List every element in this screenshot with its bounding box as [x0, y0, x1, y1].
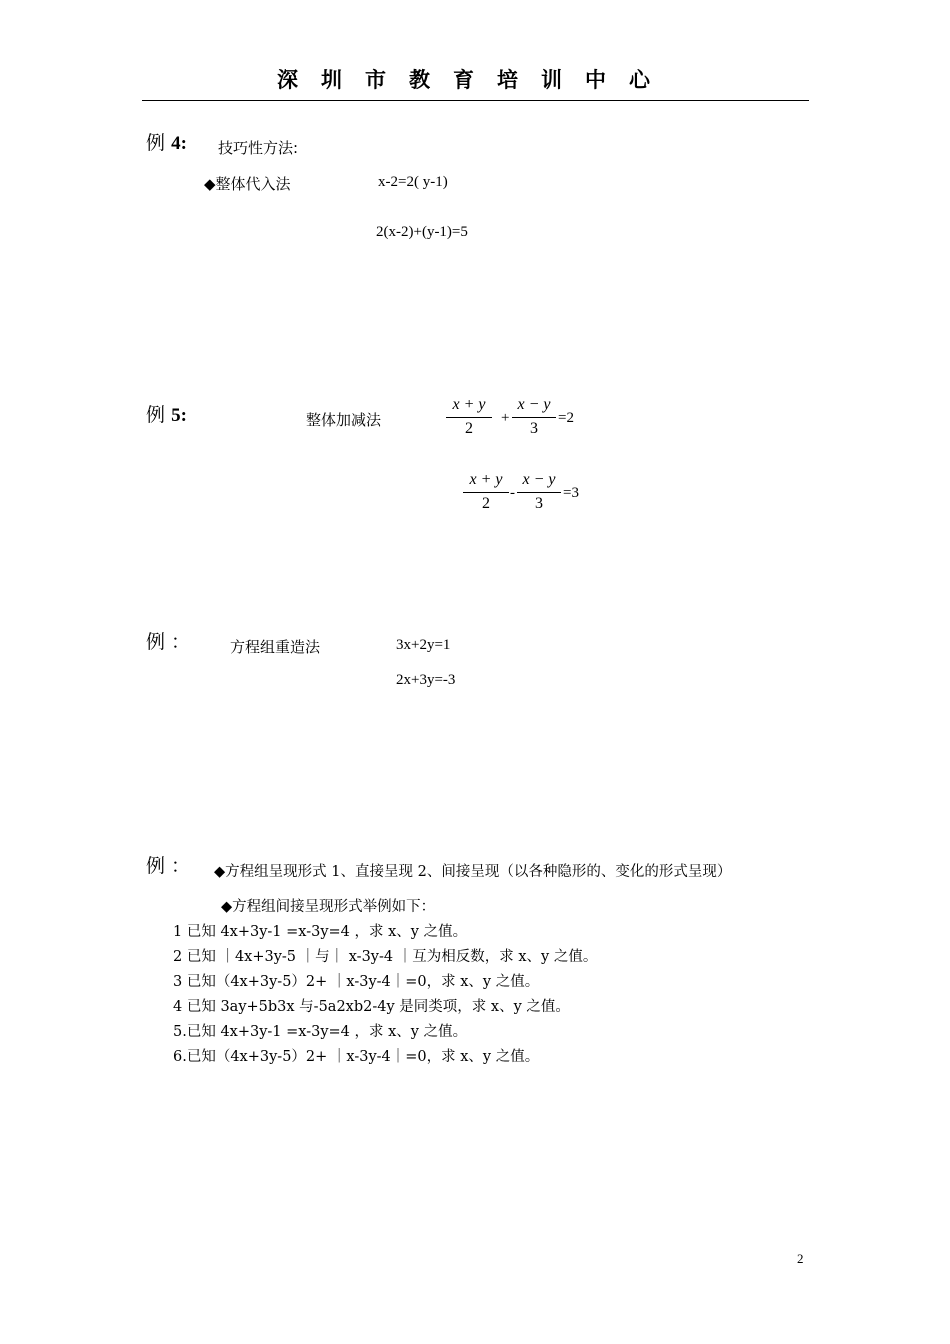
ex5-eq1-f2-denominator: 3	[530, 420, 538, 437]
list-item: 6.已知（4x+3y-5）2+ ｜x-3y-4｜=0，求 x、y 之值。	[173, 1049, 540, 1065]
ex5-eq1-f2-numerator: x − y	[517, 396, 551, 413]
ex5-eq2-f1-denominator: 2	[482, 495, 490, 512]
page-number: 2	[797, 1251, 804, 1266]
ex5-eq2-f2-numerator: x − y	[522, 471, 556, 488]
example-5-label-cn: 例	[146, 404, 166, 426]
example-7-label: 例 ：	[146, 855, 191, 877]
example-6-label: 例 ：	[146, 631, 191, 653]
example-6-equation-2: 2x+3y=-3	[396, 672, 456, 688]
fraction-bar	[512, 417, 556, 418]
example-4-sub-method: ◆整体代入法	[204, 175, 291, 193]
fraction-bar	[463, 492, 509, 493]
example-4-label-num: 4:	[171, 133, 187, 154]
ex5-eq2-fraction-1	[463, 471, 509, 513]
example-5-method: 整体加减法	[306, 411, 382, 429]
example-7-line-1: ◆方程组呈现形式 1、直接呈现 2、间接呈现（以各种隐形的、变化的形式呈现）	[214, 864, 732, 880]
example-6-method: 方程组重造法	[230, 638, 321, 656]
ex5-eq2-rhs: =3	[563, 485, 579, 501]
header-divider	[142, 100, 809, 101]
example-4-label-cn: 例	[146, 132, 166, 154]
page-header-title: 深圳市教育培训中心	[277, 68, 673, 92]
list-item: 1 已知 4x+3y-1 =x-3y=4 ，求 x、y 之值。	[173, 924, 468, 940]
ex5-eq2-operator: -	[510, 485, 515, 501]
ex5-eq2-f1-numerator: x + y	[469, 471, 503, 488]
fraction-bar	[517, 492, 561, 493]
list-item: 5.已知 4x+3y-1 =x-3y=4 ，求 x、y 之值。	[173, 1024, 468, 1040]
example-5-label	[146, 400, 187, 427]
example-6-equation-1: 3x+2y=1	[396, 637, 451, 653]
example-7-line-2: ◆方程组间接呈现形式举例如下：	[221, 899, 436, 915]
ex5-eq1-rhs: =2	[558, 410, 574, 426]
example-4-label	[146, 128, 187, 155]
example-5-label-num: 5:	[171, 405, 187, 426]
example-4-method: 技巧性方法:	[218, 139, 299, 157]
example-4-equation-1: x-2=2( y-1)	[378, 174, 448, 190]
ex5-eq1-f1-denominator: 2	[465, 420, 473, 437]
ex5-eq2-f2-denominator: 3	[535, 495, 543, 512]
list-item: 2 已知 ｜4x+3y-5 ｜与｜ x-3y-4 ｜互为相反数，求 x、y 之值。	[173, 949, 598, 965]
list-item: 3 已知（4x+3y-5）2+ ｜x-3y-4｜=0，求 x、y 之值。	[173, 974, 540, 990]
ex5-eq1-f1-numerator: x + y	[452, 396, 486, 413]
ex5-eq2-fraction-2	[517, 471, 561, 513]
list-item: 4 已知 3ay+5b3x 与-5a2xb2-4y 是同类项，求 x、y 之值。	[173, 999, 570, 1015]
fraction-bar	[446, 417, 492, 418]
example-4-equation-2: 2(x-2)+(y-1)=5	[376, 224, 468, 240]
ex5-eq1-operator: +	[501, 410, 510, 426]
ex5-eq1-fraction-1	[446, 396, 492, 438]
ex5-eq1-fraction-2	[512, 396, 556, 438]
